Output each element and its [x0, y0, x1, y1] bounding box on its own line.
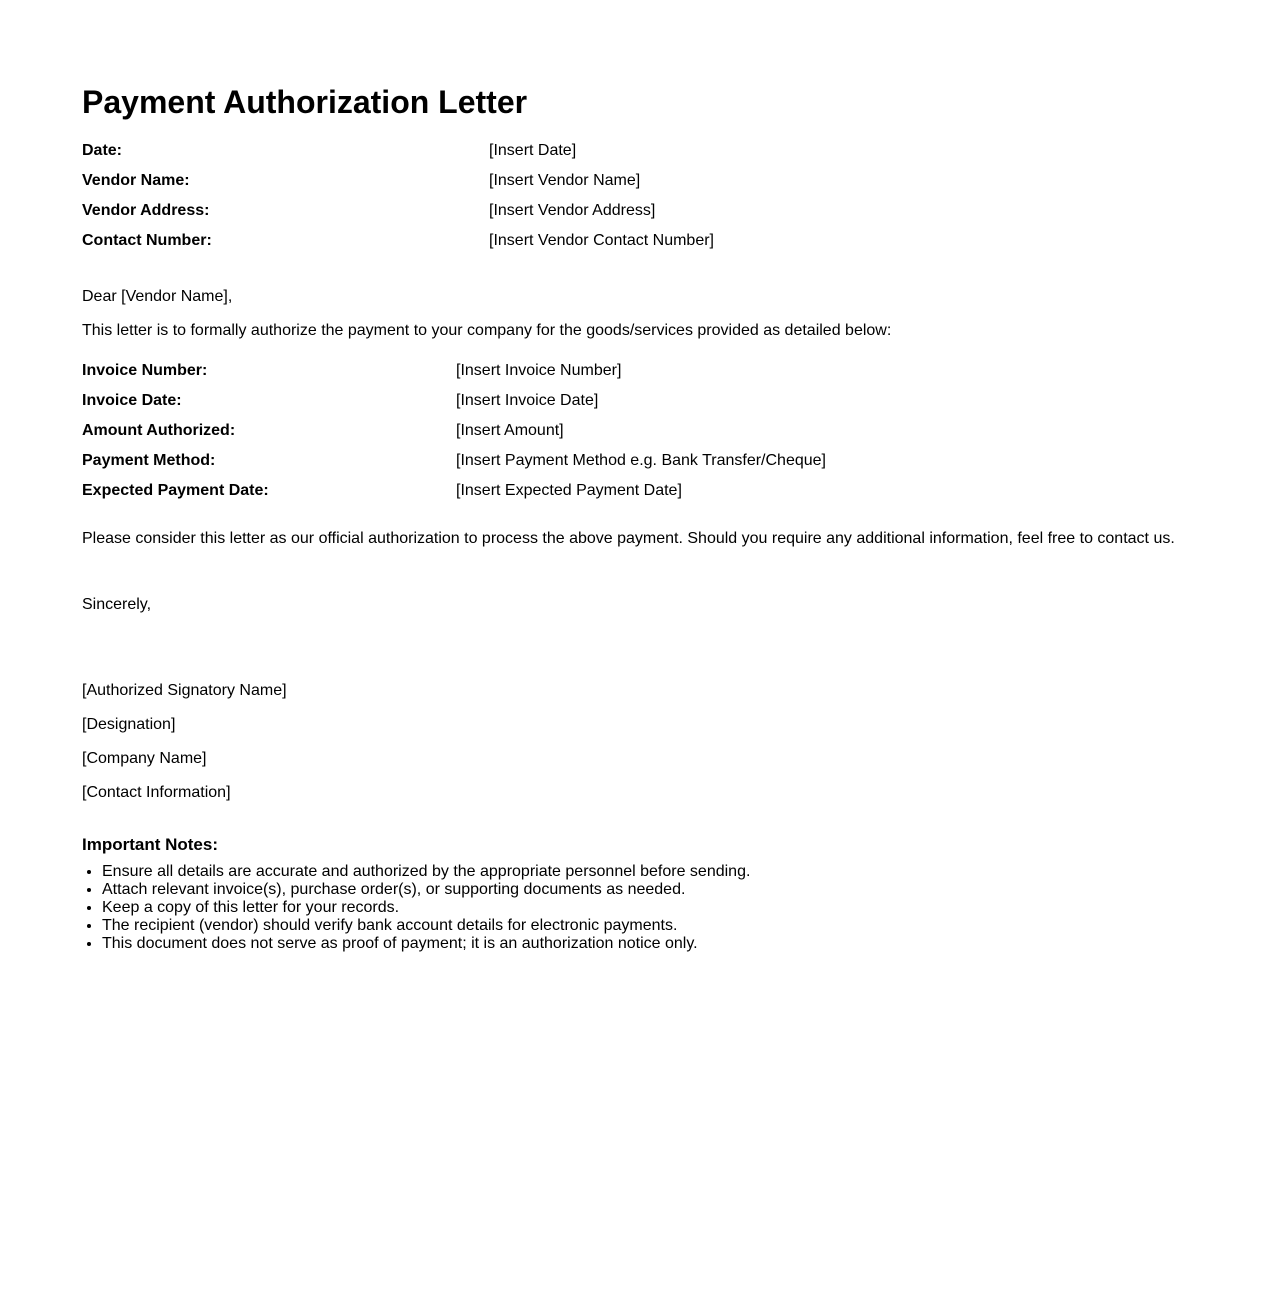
intro-paragraph: This letter is to formally authorize the payment to your company for the goods/services provided as detailed below:: [82, 322, 892, 339]
page-title: Payment Authorization Letter: [82, 84, 528, 120]
signatory-designation: [Designation]: [82, 716, 176, 733]
sign-off: Sincerely,: [82, 596, 152, 613]
notes-heading: Important Notes:: [82, 835, 218, 854]
list-item: • Ensure all details are accurate and authorized by the appropriate personnel before sending.: [102, 863, 750, 881]
field-value: [Insert Expected Payment Date]: [456, 482, 682, 499]
list-item: • The recipient (vendor) should verify bank account details for electronic payments.: [102, 917, 750, 935]
field-label: Invoice Date:: [82, 392, 182, 409]
invoice-field-row-date: [82, 386, 826, 416]
field-value: [Insert Invoice Date]: [456, 392, 599, 409]
header-field-row-contact-number: [82, 226, 714, 256]
signatory-contact: [Contact Information]: [82, 784, 231, 801]
invoice-field-row-payment-method: [82, 446, 826, 476]
header-fields-table: [82, 136, 714, 256]
field-value: [Insert Invoice Number]: [456, 362, 622, 379]
field-label: Payment Method:: [82, 452, 216, 469]
list-item: • Attach relevant invoice(s), purchase order(s), or supporting documents as needed.: [102, 881, 750, 899]
field-value: [Insert Vendor Name]: [489, 172, 641, 189]
list-item: • Keep a copy of this letter for your records.: [102, 899, 750, 917]
closing-paragraph: Please consider this letter as our official authorization to process the above payment. Should you require any additional information, feel free to contact us.: [82, 530, 1175, 547]
invoice-field-row-number: [82, 356, 826, 386]
field-label: Invoice Number:: [82, 362, 208, 379]
field-label: Amount Authorized:: [82, 422, 236, 439]
signatory-name: [Authorized Signatory Name]: [82, 682, 287, 699]
field-label: Date:: [82, 142, 123, 159]
salutation: Dear [Vendor Name],: [82, 288, 233, 305]
invoice-field-row-amount: [82, 416, 826, 446]
field-label: Vendor Address:: [82, 202, 210, 219]
header-field-row-vendor-address: [82, 196, 714, 226]
invoice-field-row-expected-date: [82, 476, 826, 506]
signatory-company: [Company Name]: [82, 750, 207, 767]
field-value: [Insert Payment Method e.g. Bank Transfer/Cheque]: [456, 452, 826, 469]
field-value: [Insert Amount]: [456, 422, 564, 439]
field-label: Expected Payment Date:: [82, 482, 269, 499]
field-label: Contact Number:: [82, 232, 212, 249]
field-label: Vendor Name:: [82, 172, 190, 189]
header-field-row-vendor-name: [82, 166, 714, 196]
field-value: [Insert Vendor Address]: [489, 202, 656, 219]
notes-list: [82, 863, 750, 953]
invoice-fields-table: [82, 356, 826, 506]
field-value: [Insert Vendor Contact Number]: [489, 232, 714, 249]
header-field-row-date: [82, 136, 714, 166]
list-item: • This document does not serve as proof of payment; it is an authorization notice only.: [102, 935, 750, 953]
field-value: [Insert Date]: [489, 142, 577, 159]
